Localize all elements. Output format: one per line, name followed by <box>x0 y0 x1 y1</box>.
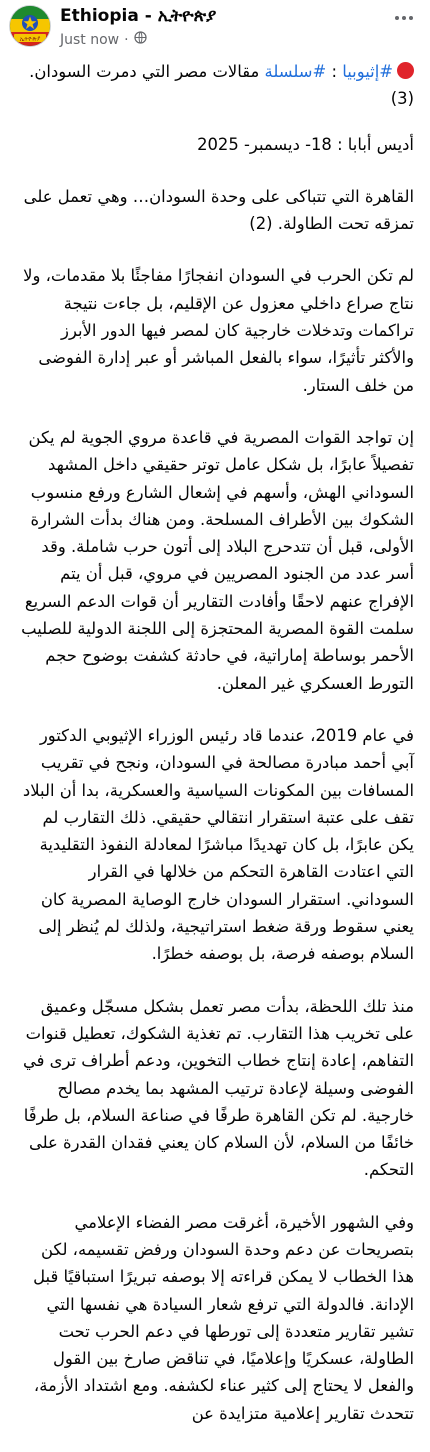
post-paragraph: في عام 2019، عندما قاد رئيس الوزراء الإثيوبي الدكتور آبي أحمد مبادرة مصالحة في السودان، ونجح في تقريب المسافات بين المكونات السياسية والعسكرية، بدا أن البلاد تقف على عتبة استقرار انتقالي حقيقي. ذلك التقارب لم يكن عابرًا، بل كان تهديدًا مباشرًا لمعادلة النفوذ التقليدية التي اعتادت القاهرة التحكم من خلالها في القرار السوداني. استقرار السودان خارج الوصاية المصرية كان يعني سقوط ورقة ضغط استراتيجية، ولذلك لم يُنظر إلى السلام بوصفه فرصة، بل بوصفه خطرًا. <box>22 725 414 964</box>
meta-separator: · <box>124 31 129 48</box>
page-avatar[interactable] <box>10 6 50 46</box>
post-meta <box>60 31 147 48</box>
post-paragraph: القاهرة التي تتباكى على وحدة السودان… وهي تعمل على تمزقه تحت الطاولة. (2) <box>23 186 414 234</box>
ethiopia-flag-logo <box>10 6 50 46</box>
post-paragraph: لم تكن الحرب في السودان انفجارًا مفاجئًا بلا مقدمات، ولا نتاج صراع داخلي معزول عن الإقليم، بل جاءت نتيجة تراكمات وتدخلات خارجية كان لمصر فيها الدور الأبرز والأكثر تأثيرًا، سواء بالفعل المباشر أو عبر إدارة الفوضى من خلف الستار. <box>23 266 414 395</box>
hashtag-ethiopia[interactable]: #إثيوبيا <box>342 62 393 81</box>
post-paragraph: إن تواجد القوات المصرية في قاعدة مروي الجوية لم يكن تفصيلاً عابرًا، بل شكل عامل توتر حقيقي داخل المشهد السوداني الهش، وأسهم في إشعال الشارع ورفع منسوب الشكوك بين الأطراف المسلحة. ومن هناك بدأت الشرارة الأولى، قبل أن تتدحرج البلاد إلى أتون حرب شاملة. وقد أسر عدد من الجنود المصريين في مروي، قبل أن يتم الإفراج عنهم لاحقًا وأفادت التقارير أن قوات الدعم السريع سلمت القوة المصرية المحتجزة إلى اللجنة الدولية للصليب الأحمر بوساطة إماراتية، في حادثة كشفت بوضوح حجم التورط العسكري غير المعلن. <box>21 427 414 693</box>
page-name[interactable]: Ethiopia - ኢትዮጵያ <box>60 6 217 26</box>
post-paragraph: وفي الشهور الأخيرة، أغرقت مصر الفضاء الإعلامي بتصريحات عن دعم وحدة السودان ورفض تقسيمه، لكن هذا الخطاب لا يمكن قراءته إلا بوصفه تبريرًا استباقيًا قبل الإدانة. فالدولة التي ترفع شعار السيادة هي نفسها التي تشير تقارير متعددة إلى تورطها في دعم الحرب تحت الطاولة، عسكريًا وإعلاميًا، في تناقض صارخ بين القول والفعل لا يحتاج إلى كثير عناء لكشفه. ومع اشتداد الأزمة، تتحدث تقارير إعلامية متزايدة عن <box>33 1212 414 1423</box>
red-circle-icon <box>397 62 414 79</box>
post-header <box>0 0 430 62</box>
post-paragraph: منذ تلك اللحظة، بدأت مصر تعمل بشكل مسجّل وعميق على تخريب هذا التقارب. تم تغذية الشكوك، تعطيل قنوات التفاهم، إعادة إنتاج خطاب التخوين، ودعم أطراف ترى في الفوضى وسيلة لإعادة ترتيب المشهد بما يخدم مصالح خارجية. لم تكن القاهرة طرفًا في صناعة السلام، بل طرفًا خائفًا من السلام، لأن السلام كان يعني فقدان القدرة على التحكم. <box>22 996 414 1180</box>
more-options-button[interactable] <box>390 8 418 28</box>
globe-icon <box>134 31 147 48</box>
post-dateline: أديس أبابا : 18- ديسمبر- 2025 <box>197 134 414 154</box>
title-separator: : <box>326 62 343 81</box>
avatar-logo-text: ኢትዮጵያ <box>19 35 41 43</box>
post-timestamp[interactable]: Just now <box>60 31 120 48</box>
post-title <box>16 58 414 113</box>
post-body <box>16 58 414 1452</box>
hashtag-series[interactable]: #سلسلة <box>264 62 327 81</box>
title-text: مقالات مصر التي دمرت السودان. (3) <box>29 62 414 109</box>
more-dots-icon <box>395 16 399 20</box>
